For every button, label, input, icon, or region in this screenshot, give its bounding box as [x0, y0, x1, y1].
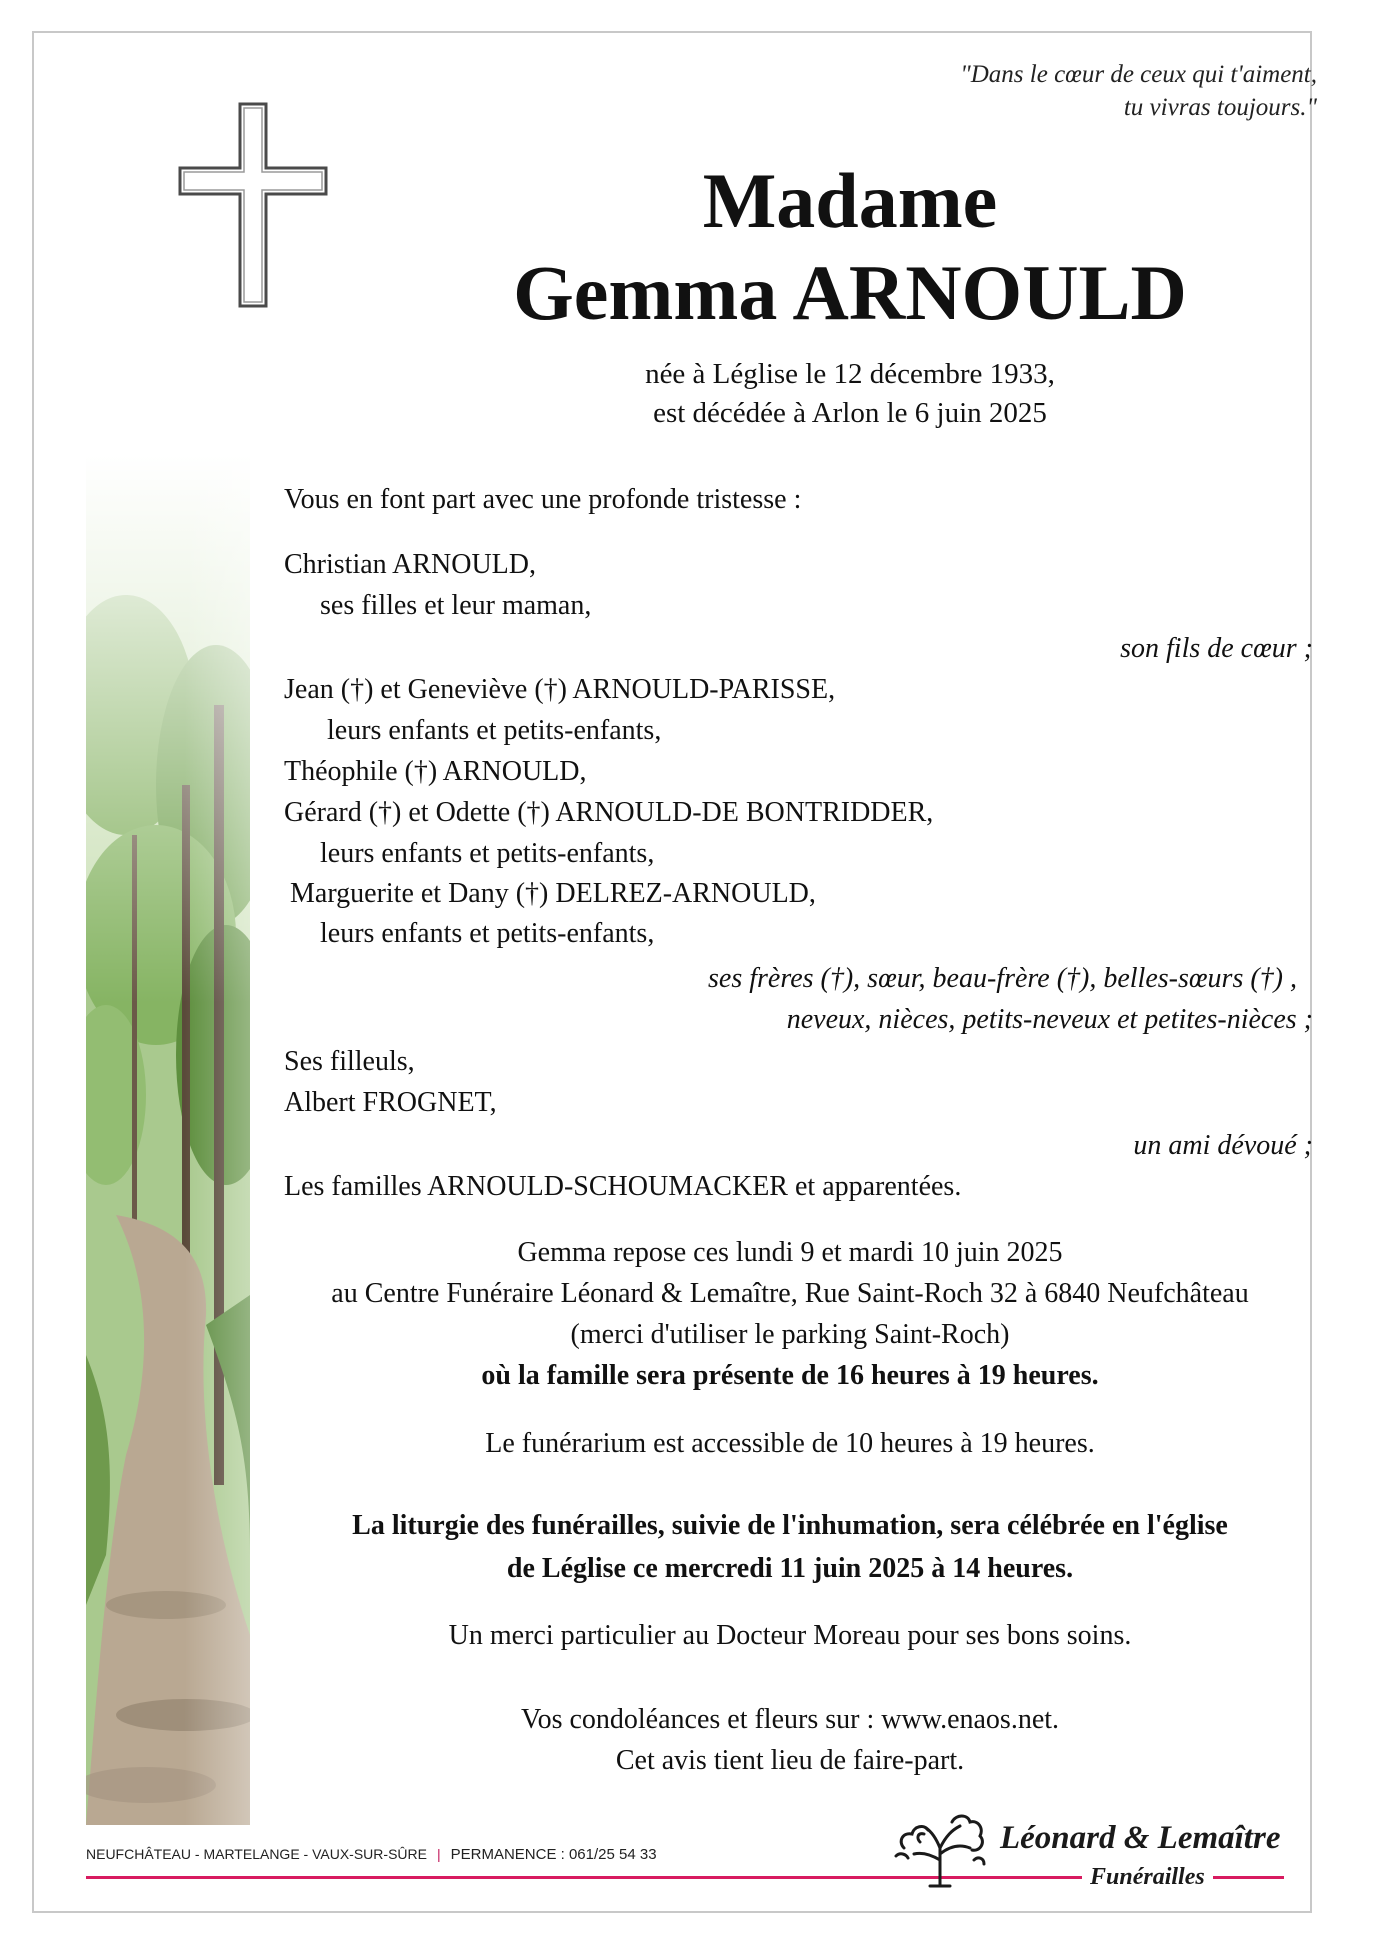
death-line: est décédée à Arlon le 6 juin 2025 [653, 397, 1047, 429]
family-line: Marguerite et Dany (†) DELREZ-ARNOULD, [290, 878, 816, 909]
footer-locations: NEUFCHÂTEAU - MARTELANGE - VAUX-SUR-SÛRE [86, 1846, 427, 1862]
family-line: leurs enfants et petits-enfants, [320, 918, 655, 949]
family-line: Albert FROGNET, [284, 1087, 497, 1118]
parking-note: (merci d'utiliser le parking Saint-Roch) [570, 1319, 1010, 1350]
family-line: Ses filleuls, [284, 1046, 415, 1077]
cross-icon [176, 100, 330, 310]
birth-death-info [440, 355, 1260, 433]
title-line-1: Madame [702, 157, 998, 244]
footer-info [86, 1846, 657, 1863]
title-line-2: Gemma ARNOULD [513, 249, 1187, 336]
notice-line: Cet avis tient lieu de faire-part. [615, 1745, 965, 1776]
relation-line: un ami dévoué ; [1133, 1130, 1313, 1161]
footer-separator: | [436, 1846, 441, 1862]
footer-permanence: PERMANENCE : 061/25 54 33 [450, 1846, 657, 1863]
family-line: leurs enfants et petits-enfants, [320, 838, 655, 869]
family-line: ses filles et leur maman, [320, 590, 592, 621]
forest-path-image [86, 455, 250, 1825]
quote-line-1: "Dans le cœur de ceux qui t'aiment, [960, 61, 1317, 88]
tree-logo-icon [890, 1808, 990, 1888]
funeral-line-2: de Léglise ce mercredi 11 juin 2025 à 14 heures. [506, 1553, 1074, 1584]
condolences-line: Vos condoléances et fleurs sur : www.enaos.net. [520, 1704, 1060, 1735]
intro-line: Vous en font part avec une profonde tristesse : [284, 484, 802, 515]
birth-line: née à Léglise le 12 décembre 1933, [645, 358, 1055, 390]
visitation-line: Gemma repose ces lundi 9 et mardi 10 juin 2025 [517, 1237, 1063, 1268]
family-line: Gérard (†) et Odette (†) ARNOULD-DE BONTRIDDER, [284, 797, 934, 828]
quote-line-2: tu vivras toujours." [1123, 94, 1317, 121]
family-line: Les familles ARNOULD-SCHOUMACKER et apparentées. [284, 1171, 962, 1202]
family-line: leurs enfants et petits-enfants, [327, 715, 662, 746]
family-presence: où la famille sera présente de 16 heures à 19 heures. [481, 1360, 1099, 1391]
family-line: Jean (†) et Geneviève (†) ARNOULD-PARISSE, [284, 674, 836, 705]
company-logo-name: Léonard & Lemaître [1000, 1820, 1281, 1856]
relation-line: son fils de cœur ; [1120, 633, 1313, 664]
deceased-name [470, 155, 1230, 339]
visitation-address: au Centre Funéraire Léonard & Lemaître, Rue Saint-Roch 32 à 6840 Neufchâteau [331, 1278, 1249, 1309]
company-logo-subtitle: Funérailles [1082, 1864, 1213, 1891]
thanks-line: Un merci particulier au Docteur Moreau pour ses bons soins. [448, 1620, 1132, 1651]
epigraph-quote [960, 58, 1317, 124]
relation-line: neveux, nièces, petits-neveux et petites-nièces ; [786, 1004, 1313, 1035]
family-line: Christian ARNOULD, [284, 549, 536, 580]
relation-line: ses frères (†), sœur, beau-frère (†), belles-sœurs (†) , [708, 963, 1297, 994]
family-line: Théophile (†) ARNOULD, [284, 756, 587, 787]
funerarium-hours: Le funérarium est accessible de 10 heures à 19 heures. [485, 1428, 1095, 1459]
funeral-line-1: La liturgie des funérailles, suivie de l'inhumation, sera célébrée en l'église [352, 1510, 1228, 1541]
